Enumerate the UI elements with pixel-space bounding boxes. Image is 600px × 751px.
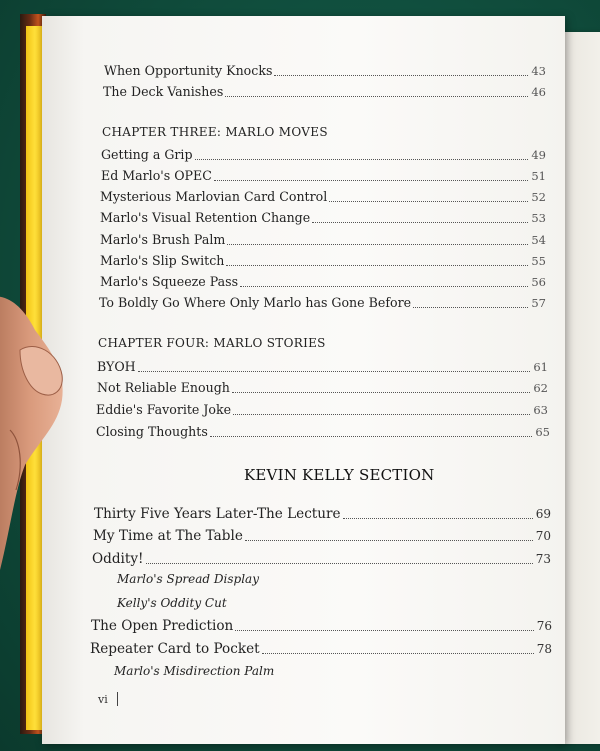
toc-entry — [100, 187, 546, 205]
toc-entry-title: Mysterious Marlovian Card Control — [100, 189, 328, 204]
dot-leader — [262, 653, 534, 654]
toc-entry-title: Eddie's Favorite Joke — [96, 402, 232, 417]
toc-entry-page: 57 — [531, 296, 546, 310]
toc-entry-title: Ed Marlo's OPEC — [101, 168, 212, 183]
toc-entry-title: The Open Prediction — [91, 618, 234, 634]
toc-entry-title: My Time at The Table — [93, 528, 243, 544]
toc-entry — [97, 357, 548, 375]
toc-entry-title: Getting a Grip — [101, 147, 193, 162]
toc-entry-page: 61 — [533, 360, 548, 374]
toc-entry — [100, 230, 546, 248]
dot-leader — [312, 222, 528, 223]
dot-leader — [233, 414, 530, 415]
toc-entry-title: Marlo's Visual Retention Change — [100, 210, 311, 225]
toc-entry-page: 76 — [536, 619, 552, 633]
toc-entry — [101, 166, 546, 184]
toc-entry-title: Thirty Five Years Later-The Lecture — [94, 506, 341, 522]
dot-leader — [343, 518, 533, 519]
toc-entry — [96, 422, 550, 440]
toc-entry-title: To Boldly Go Where Only Marlo has Gone Before — [99, 295, 412, 310]
toc-entry-page: 55 — [531, 254, 546, 268]
toc-entry-page: 49 — [531, 148, 546, 162]
dot-leader — [225, 96, 528, 97]
toc-entry-title: Closing Thoughts — [96, 424, 208, 439]
toc-entry-page: 65 — [535, 425, 550, 439]
toc-entry-page: 56 — [531, 275, 546, 289]
toc-subentry: Marlo's Spread Display — [117, 572, 259, 586]
book-page — [42, 16, 565, 744]
toc-entry — [104, 61, 546, 79]
toc-entry — [91, 616, 552, 634]
toc-entry-title: Marlo's Slip Switch — [100, 253, 225, 268]
toc-entry — [97, 378, 548, 396]
dot-leader — [413, 307, 528, 308]
dot-leader — [210, 436, 533, 437]
dot-leader — [274, 75, 528, 76]
page-number: vi — [98, 693, 108, 706]
toc-entry — [100, 251, 546, 269]
toc-entry-page: 69 — [535, 507, 551, 521]
toc-entry — [93, 526, 551, 544]
toc-entry-page: 63 — [533, 403, 548, 417]
toc-entry-title: BYOH — [97, 359, 136, 374]
toc-entry-title: Marlo's Brush Palm — [100, 232, 226, 247]
toc-entry-page: 51 — [531, 169, 546, 183]
toc-subentry: Kelly's Oddity Cut — [117, 596, 227, 610]
dot-leader — [227, 244, 528, 245]
folio-rule — [117, 692, 118, 706]
toc-entry — [94, 504, 551, 522]
toc-entry-title: The Deck Vanishes — [103, 84, 224, 99]
toc-entry-title: Oddity! — [92, 551, 144, 567]
toc-entry — [101, 145, 546, 163]
toc-entry — [99, 293, 546, 311]
toc-subentry: Marlo's Misdirection Palm — [114, 664, 275, 678]
toc-entry-page: 53 — [531, 211, 546, 225]
toc-entry-page: 70 — [535, 529, 551, 543]
back-pages-edge — [560, 32, 600, 744]
toc-entry-title: When Opportunity Knocks — [104, 63, 273, 78]
dot-leader — [214, 180, 529, 181]
dot-leader — [146, 563, 533, 564]
chapter-four-heading: CHAPTER FOUR: MARLO STORIES — [98, 336, 326, 350]
toc-entry — [96, 400, 548, 418]
dot-leader — [226, 265, 528, 266]
toc-entry-page: 62 — [533, 381, 548, 395]
kelly-section-heading: KEVIN KELLY SECTION — [244, 466, 435, 484]
toc-entry — [103, 82, 546, 100]
toc-entry-page: 52 — [531, 190, 546, 204]
toc-entry-page: 46 — [531, 85, 546, 99]
dot-leader — [138, 371, 531, 372]
dot-leader — [232, 392, 530, 393]
toc-entry — [90, 639, 552, 657]
hand-holding-book — [0, 290, 72, 620]
dot-leader — [329, 201, 528, 202]
toc-entry-page: 73 — [535, 552, 551, 566]
toc-entry-title: Repeater Card to Pocket — [90, 641, 260, 657]
toc-entry — [100, 272, 546, 290]
dot-leader — [245, 540, 533, 541]
toc-entry-page: 54 — [531, 233, 546, 247]
toc-entry-page: 43 — [531, 64, 546, 78]
toc-entry — [92, 549, 551, 567]
dot-leader — [195, 159, 529, 160]
toc-entry — [100, 208, 546, 226]
toc-entry-title: Not Reliable Enough — [97, 380, 230, 395]
dot-leader — [235, 630, 533, 631]
dot-leader — [240, 286, 528, 287]
chapter-three-heading: CHAPTER THREE: MARLO MOVES — [102, 125, 328, 139]
toc-entry-page: 78 — [536, 642, 552, 656]
toc-entry-title: Marlo's Squeeze Pass — [100, 274, 239, 289]
